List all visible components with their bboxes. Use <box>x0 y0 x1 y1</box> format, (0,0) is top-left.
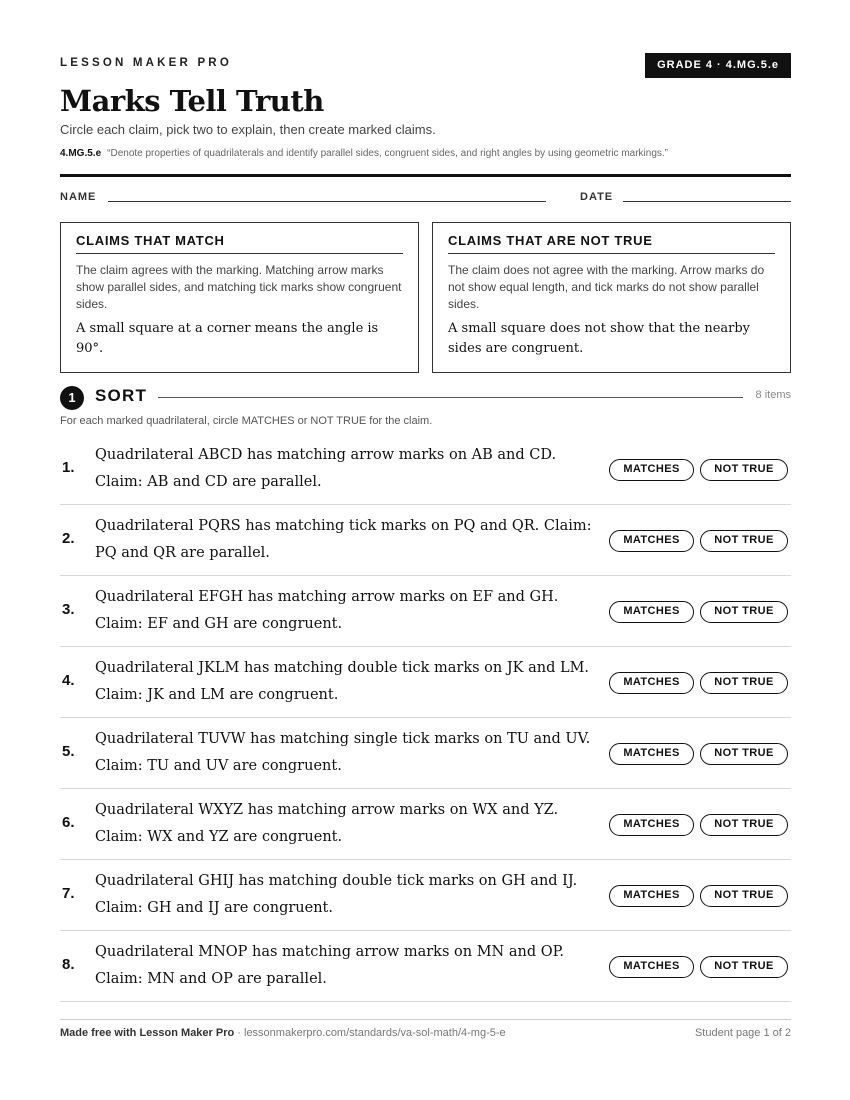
standard-line <box>60 148 668 159</box>
footer <box>60 1027 791 1039</box>
item-list <box>60 434 791 1002</box>
matches-button[interactable]: MATCHES <box>609 885 694 907</box>
item-number: 3. <box>62 601 75 618</box>
footer-url[interactable]: lessonmakerpro.com/standards/va-sol-math/4-mg-5-e <box>244 1027 506 1039</box>
section-item-count: 8 items <box>755 389 791 401</box>
brand-name: LESSON MAKER PRO <box>60 57 232 69</box>
item-number: 6. <box>62 814 75 831</box>
claims-not-true-description: The claim does not agree with the marking. Arrow marks do not show equal length, and tick marks do not show parallel sides. <box>448 263 765 311</box>
not-true-button[interactable]: NOT TRUE <box>700 530 788 552</box>
matches-button[interactable]: MATCHES <box>609 601 694 623</box>
item-number: 5. <box>62 743 75 760</box>
item-claim: Quadrilateral PQRS has matching tick marks on PQ and QR. Claim: PQ and QR are parallel. <box>95 518 592 561</box>
item-number: 7. <box>62 885 75 902</box>
list-item <box>60 789 791 860</box>
header-divider <box>60 174 791 177</box>
not-true-button[interactable]: NOT TRUE <box>700 672 788 694</box>
item-claim: Quadrilateral EFGH has matching arrow marks on EF and GH. Claim: EF and GH are congruent. <box>95 589 559 632</box>
item-number: 1. <box>62 459 75 476</box>
matches-button[interactable]: MATCHES <box>609 743 694 765</box>
not-true-button[interactable]: NOT TRUE <box>700 885 788 907</box>
footer-separator: · <box>234 1027 244 1039</box>
section-title: SORT <box>95 386 148 405</box>
item-number: 2. <box>62 530 75 547</box>
footer-page-number: Student page 1 of 2 <box>694 1027 791 1039</box>
section-instructions: For each marked quadrilateral, circle MATCHES or NOT TRUE for the claim. <box>60 415 433 427</box>
footer-made-with: Made free with Lesson Maker Pro <box>60 1027 235 1039</box>
matches-button[interactable]: MATCHES <box>609 956 694 978</box>
name-label: NAME <box>60 191 97 203</box>
claims-match-heading: CLAIMS THAT MATCH <box>76 233 403 254</box>
not-true-button[interactable]: NOT TRUE <box>700 814 788 836</box>
grade-badge: GRADE 4 · 4.MG.5.e <box>645 53 791 78</box>
list-item <box>60 718 791 789</box>
worksheet-page <box>60 0 791 1100</box>
list-item <box>60 434 791 505</box>
page-title: Marks Tell Truth <box>60 84 324 118</box>
item-claim: Quadrilateral MNOP has matching arrow marks on MN and OP. Claim: MN and OP are parallel. <box>95 944 565 987</box>
claims-not-true-heading: CLAIMS THAT ARE NOT TRUE <box>448 233 775 254</box>
footer-divider <box>60 1019 791 1020</box>
list-item <box>60 931 791 1002</box>
page-subtitle: Circle each claim, pick two to explain, then create marked claims. <box>60 122 436 137</box>
date-field[interactable] <box>623 201 791 202</box>
list-item <box>60 576 791 647</box>
matches-button[interactable]: MATCHES <box>609 814 694 836</box>
matches-button[interactable]: MATCHES <box>609 530 694 552</box>
item-claim: Quadrilateral WXYZ has matching arrow marks on WX and YZ. Claim: WX and YZ are congruent. <box>95 802 559 845</box>
item-claim: Quadrilateral GHIJ has matching double tick marks on GH and IJ. Claim: GH and IJ are congruent. <box>95 873 578 916</box>
list-item <box>60 647 791 718</box>
list-item <box>60 860 791 931</box>
item-number: 8. <box>62 956 75 973</box>
item-claim: Quadrilateral ABCD has matching arrow marks on AB and CD. Claim: AB and CD are parallel. <box>95 447 557 490</box>
standard-text: “Denote properties of quadrilaterals and identify parallel sides, congruent sides, and right angles by using geometric markings.” <box>107 148 668 159</box>
not-true-button[interactable]: NOT TRUE <box>700 956 788 978</box>
section-divider <box>158 397 743 398</box>
date-label: DATE <box>580 191 614 203</box>
section-number-badge: 1 <box>60 386 84 410</box>
claims-match-description: The claim agrees with the marking. Matching arrow marks show parallel sides, and matching tick marks show congruent sides. <box>76 263 402 311</box>
section-header <box>60 384 791 408</box>
list-item <box>60 505 791 576</box>
standard-code: 4.MG.5.e <box>60 148 102 159</box>
not-true-button[interactable]: NOT TRUE <box>700 601 788 623</box>
item-claim: Quadrilateral TUVW has matching single tick marks on TU and UV. Claim: TU and UV are congruent. <box>95 731 591 774</box>
claims-not-true-note: A small square does not show that the nearby sides are congruent. <box>448 321 751 356</box>
not-true-button[interactable]: NOT TRUE <box>700 459 788 481</box>
not-true-button[interactable]: NOT TRUE <box>700 743 788 765</box>
item-number: 4. <box>62 672 75 689</box>
claims-match-note: A small square at a corner means the angle is 90°. <box>76 321 379 356</box>
matches-button[interactable]: MATCHES <box>609 672 694 694</box>
name-field[interactable] <box>108 201 546 202</box>
item-claim: Quadrilateral JKLM has matching double tick marks on JK and LM. Claim: JK and LM are congruent. <box>95 660 590 703</box>
name-date-row <box>60 190 791 206</box>
claims-match-box <box>60 222 419 373</box>
matches-button[interactable]: MATCHES <box>609 459 694 481</box>
claims-not-true-box <box>432 222 791 373</box>
